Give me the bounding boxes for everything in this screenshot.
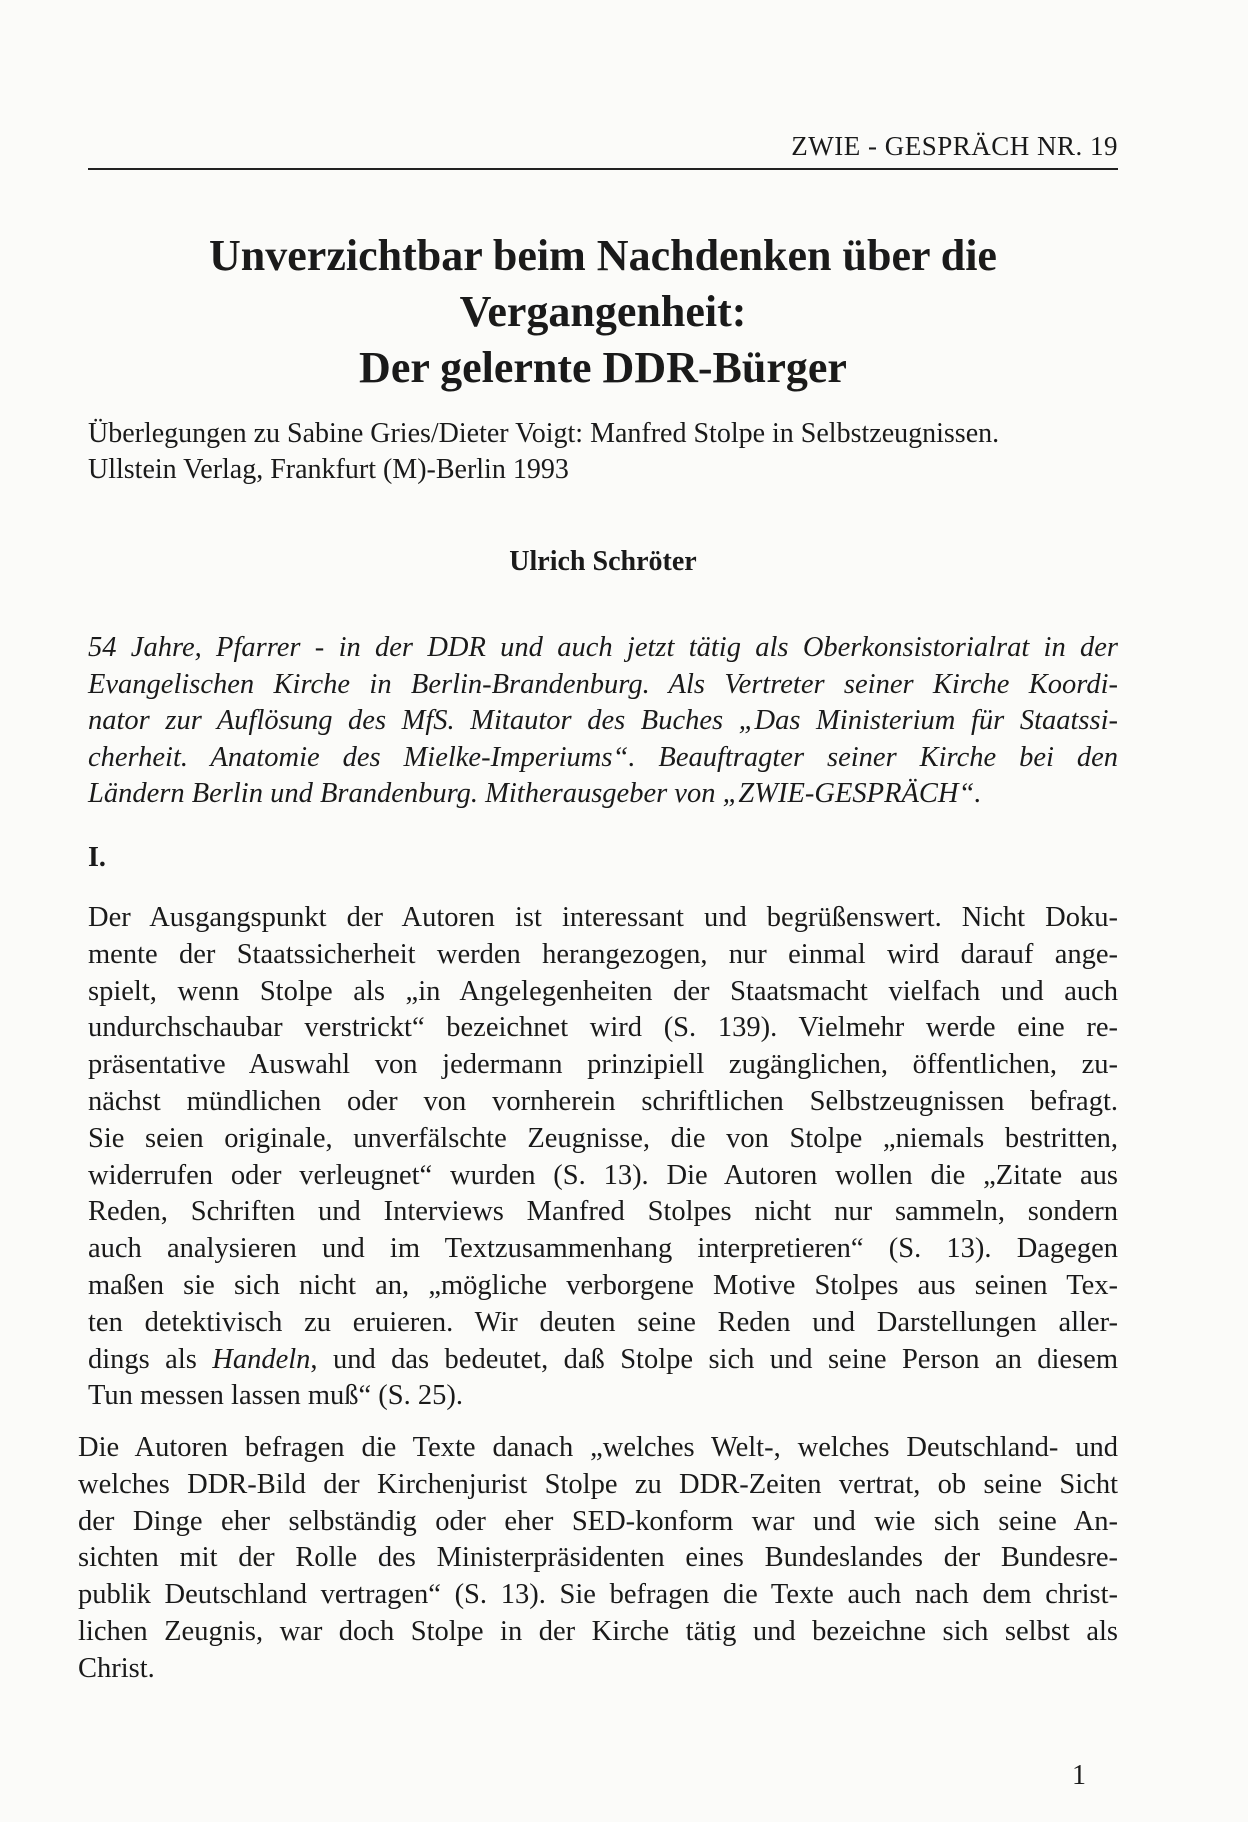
body-line: der Dinge eher selbständig oder eher SED-konform war und wie sich seine An-	[78, 1505, 1118, 1537]
body-paragraph-2	[78, 1430, 1118, 1688]
body-line: nächst mündlichen oder von vornherein schriftlichen Selbstzeugnissen befragt.	[88, 1085, 1118, 1117]
body-paragraph-1	[88, 900, 1118, 1415]
running-title: ZWIE - GESPRÄCH NR. 19	[791, 131, 1118, 161]
title-line: Vergangenheit:	[459, 287, 747, 336]
bio-line: Ländern Berlin und Brandenburg. Mitherausgeber von „ZWIE-GESPRÄCH“.	[88, 778, 982, 809]
body-line: Tun messen lassen muß“ (S. 25).	[88, 1380, 463, 1412]
body-line: Der Ausgangspunkt der Autoren ist interessant und begrüßenswert. Nicht Doku-	[88, 902, 1118, 933]
body-line: auch analysieren und im Textzusammenhang interpretieren“ (S. 13). Dagegen	[88, 1233, 1118, 1265]
line-text: dings als	[88, 1343, 213, 1375]
title-line: Unverzichtbar beim Nachdenken über die	[209, 231, 997, 280]
subtitle-line: Ullstein Verlag, Frankfurt (M)-Berlin 1993	[88, 454, 569, 485]
emphasis-word: Handeln	[212, 1343, 311, 1375]
bio-line: cherheit. Anatomie des Mielke-Imperiums“. Beauftragter seiner Kirche bei den	[88, 741, 1118, 773]
line-text: , und das bedeutet, daß Stolpe sich und seine Person an diesem	[310, 1343, 1118, 1375]
body-line: ten detektivisch zu eruieren. Wir deuten seine Reden und Darstellungen aller-	[88, 1306, 1118, 1338]
running-header	[88, 128, 1118, 170]
body-line: maßen sie sich nicht an, „mögliche verborgene Motive Stolpes aus seinen Tex-	[88, 1269, 1118, 1301]
page-number: 1	[1072, 1760, 1086, 1791]
bio-line: Evangelischen Kirche in Berlin-Brandenburg. Als Vertreter seiner Kirche Koordi-	[88, 668, 1118, 700]
body-line: publik Deutschland vertragen“ (S. 13). Sie befragen die Texte auch nach dem christ-	[78, 1579, 1118, 1611]
bio-line: 54 Jahre, Pfarrer - in der DDR und auch jetzt tätig als Oberkonsistorialrat in der	[88, 632, 1118, 663]
body-line: Christ.	[78, 1652, 155, 1684]
body-line: spielt, wenn Stolpe als „in Angelegenheiten der Staatsmacht vielfach und auch	[88, 975, 1118, 1007]
section-heading: I.	[88, 842, 106, 873]
author-bio	[88, 630, 1118, 813]
body-line: sichten mit der Rolle des Ministerpräsidenten eines Bundeslandes der Bundesre-	[78, 1542, 1118, 1574]
body-line: Die Autoren befragen die Texte danach „welches Welt-, welches Deutschland- und	[78, 1432, 1118, 1463]
title-line: Der gelernte DDR-Bürger	[359, 343, 847, 392]
body-line: präsentative Auswahl von jedermann prinzipiell zugänglichen, öffentlichen, zu-	[88, 1049, 1118, 1081]
body-line: Sie seien originale, unverfälschte Zeugnisse, die von Stolpe „niemals bestritten,	[88, 1122, 1118, 1154]
author-name: Ulrich Schröter	[509, 546, 697, 577]
body-line: Reden, Schriften und Interviews Manfred Stolpes nicht nur sammeln, sondern	[88, 1196, 1118, 1228]
body-line-with-emphasis	[88, 1342, 1118, 1379]
subtitle-line: Überlegungen zu Sabine Gries/Dieter Voigt: Manfred Stolpe in Selbstzeugnissen.	[88, 418, 1000, 449]
bio-line: nator zur Auflösung des MfS. Mitautor des Buches „Das Ministerium für Staatssi-	[88, 705, 1118, 736]
body-line: lichen Zeugnis, war doch Stolpe in der Kirche tätig und bezeichne sich selbst als	[78, 1615, 1118, 1647]
article-subtitle	[88, 416, 1118, 488]
body-line: welches DDR-Bild der Kirchenjurist Stolpe zu DDR-Zeiten vertrat, ob seine Sicht	[78, 1468, 1118, 1500]
body-line: undurchschaubar verstrickt“ bezeichnet wird (S. 139). Vielmehr werde eine re-	[88, 1012, 1118, 1044]
body-line: widerrufen oder verleugnet“ wurden (S. 13). Die Autoren wollen die „Zitate aus	[88, 1159, 1118, 1191]
article-title	[88, 228, 1118, 396]
body-line: mente der Staatssicherheit werden herangezogen, nur einmal wird darauf ange-	[88, 938, 1118, 970]
